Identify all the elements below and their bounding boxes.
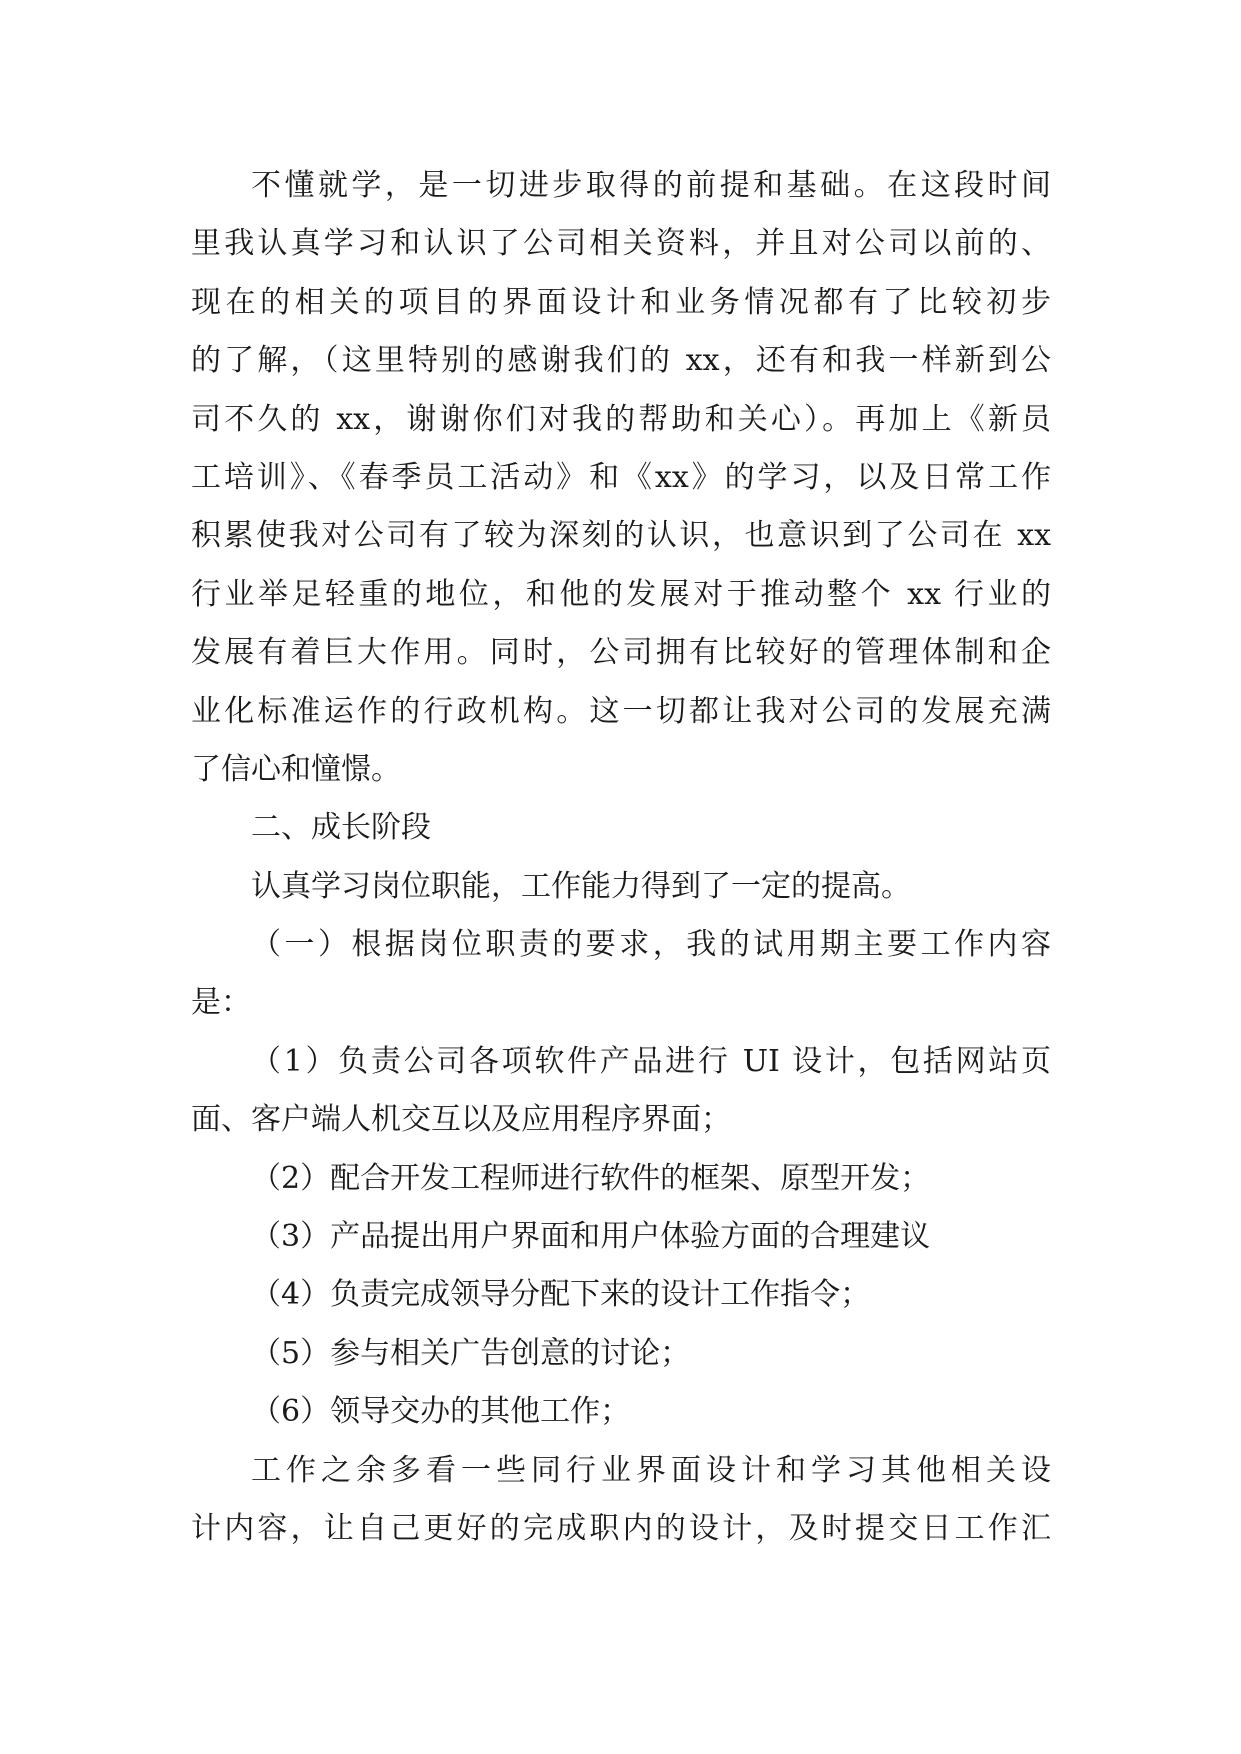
text-line: （3）产品提出用户界面和用户体验方面的合理建议 <box>251 1219 931 1255</box>
text-line: （2）配合开发工程师进行软件的框架、原型开发； <box>251 1160 931 1196</box>
text-line: 认真学习岗位职能，工作能力得到了一定的提高。 <box>251 868 911 904</box>
text-line: 发展有着巨大作用。同时，公司拥有比较好的管理体制和企 <box>191 635 1051 671</box>
text-line: 积累使我对公司有了较为深刻的认识，也意识到了公司在 xx <box>191 518 1051 554</box>
text-line: 是： <box>191 985 251 1021</box>
text-line: 面、客户端人机交互以及应用程序界面； <box>191 1102 731 1138</box>
text-line: 业化标准运作的行政机构。这一切都让我对公司的发展充满 <box>191 693 1051 729</box>
text-line: 计内容，让自己更好的完成职内的设计，及时提交日工作汇 <box>191 1510 1051 1546</box>
text-line: 行业举足轻重的地位，和他的发展对于推动整个 xx 行业的 <box>191 576 1051 612</box>
text-line: 工作之余多看一些同行业界面设计和学习其他相关设 <box>251 1452 1051 1488</box>
text-line: 工培训》、《春季员工活动》和《xx》的学习，以及日常工作 <box>191 459 1051 495</box>
text-line: （4）负责完成领导分配下来的设计工作指令； <box>251 1277 871 1313</box>
text-line: 的了解，（这里特别的感谢我们的 xx，还有和我一样新到公 <box>191 343 1051 379</box>
text-line: （6）领导交办的其他工作； <box>251 1394 631 1430</box>
text-line: （1）负责公司各项软件产品进行 UI 设计，包括网站页 <box>251 1043 1051 1079</box>
text-line: （5）参与相关广告创意的讨论； <box>251 1335 691 1371</box>
text-line: 不懂就学，是一切进步取得的前提和基础。在这段时间 <box>251 168 1051 203</box>
text-line: 司不久的 xx，谢谢你们对我的帮助和关心）。再加上《新员 <box>191 401 1051 437</box>
text-line: 现在的相关的项目的界面设计和业务情况都有了比较初步 <box>191 284 1051 320</box>
text-line: 二、成长阶段 <box>251 810 431 846</box>
document-body <box>191 157 1051 1558</box>
text-line: 里我认真学习和认识了公司相关资料，并且对公司以前的、 <box>191 226 1051 262</box>
text-line: （一）根据岗位职责的要求，我的试用期主要工作内容 <box>251 927 1051 963</box>
text-line: 了信心和憧憬。 <box>191 751 401 787</box>
